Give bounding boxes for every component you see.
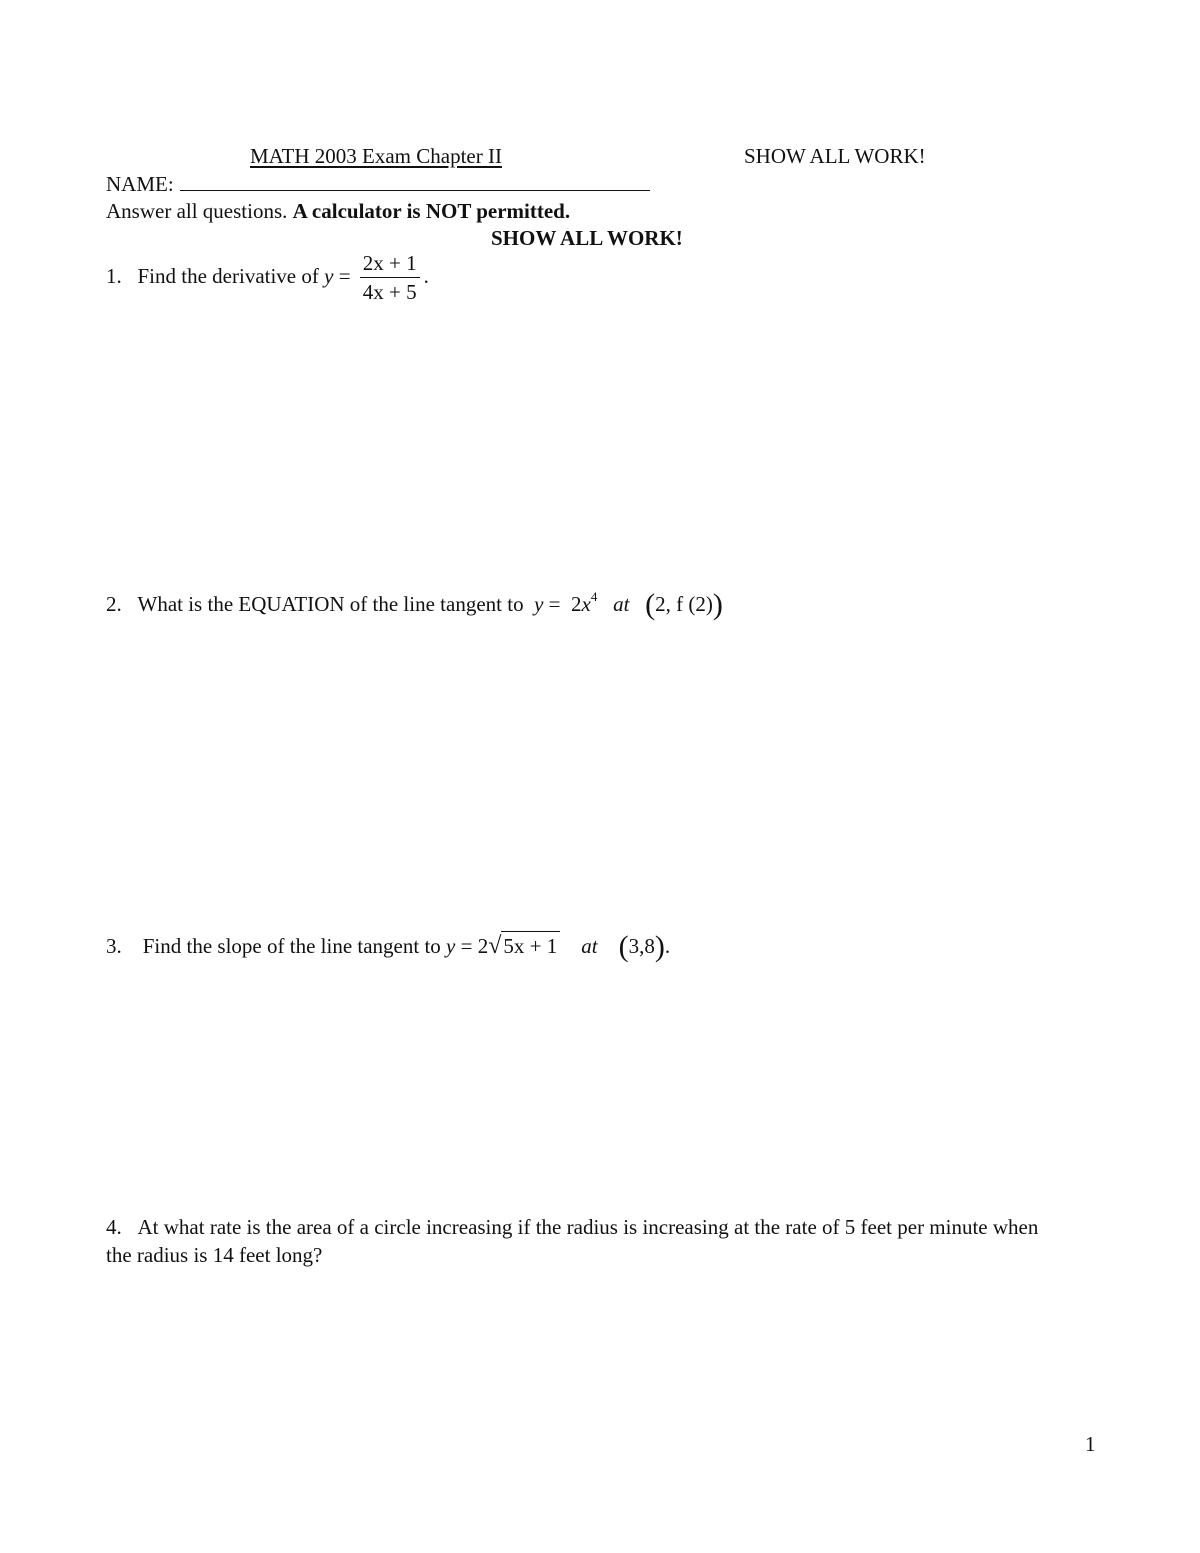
equals-sign: = (460, 934, 473, 958)
calculator-notice: A calculator is NOT permitted. (292, 199, 571, 223)
name-blank-line[interactable] (180, 176, 650, 191)
question-text: At what rate is the area of a circle increasing if the radius is increasing at the rate of 5 feet per minute when the radius is 14 feet long? (106, 1215, 1039, 1267)
math-variable: y (446, 934, 456, 958)
fraction-numerator: 2x + 1 (360, 253, 420, 278)
question-3 (106, 932, 670, 962)
square-root (488, 934, 560, 958)
point: 2, f (2) (655, 592, 713, 616)
question-number: 1. (106, 263, 122, 288)
point: 3,8 (628, 934, 655, 958)
equals-sign: = (548, 592, 561, 616)
math-variable: y (534, 592, 544, 616)
question-text: Find the slope of the line tangent to (142, 934, 441, 958)
coefficient: 2 (571, 592, 582, 616)
question-2 (106, 590, 723, 620)
question-text: Find the derivative of (137, 263, 319, 288)
question-text: What is the EQUATION of the line tangent to (137, 592, 524, 616)
exponent: 4 (590, 589, 598, 604)
question-number: 2. (106, 592, 122, 616)
show-all-work-header: SHOW ALL WORK! (744, 144, 926, 168)
exam-title: MATH 2003 Exam Chapter II (250, 144, 502, 168)
math-variable-x: x (581, 592, 591, 616)
question-4 (106, 1213, 1046, 1269)
math-variable: y (324, 263, 334, 288)
question-1 (106, 253, 429, 303)
fraction (360, 253, 420, 303)
paren-open: ( (645, 588, 656, 621)
radicand: 5x + 1 (501, 931, 560, 958)
paren-close: ) (654, 930, 665, 963)
page-number: 1 (1085, 1432, 1096, 1456)
period: . (664, 934, 671, 958)
period: . (423, 263, 429, 288)
coefficient: 2 (477, 934, 489, 958)
at-word: at (581, 934, 598, 958)
name-label: NAME: (106, 172, 174, 196)
instructions-text: Answer all questions. (106, 199, 288, 223)
fraction-denominator: 4x + 5 (362, 280, 417, 304)
instructions (106, 201, 570, 222)
show-all-work-center: SHOW ALL WORK! (491, 226, 683, 250)
name-row (106, 174, 650, 195)
equals-sign: = (338, 263, 351, 288)
radical-sign: √ (488, 933, 502, 959)
paren-open: ( (618, 930, 629, 963)
at-word: at (613, 592, 630, 616)
question-number: 3. (106, 934, 122, 958)
paren-close: ) (712, 588, 723, 621)
question-number: 4. (106, 1215, 122, 1239)
